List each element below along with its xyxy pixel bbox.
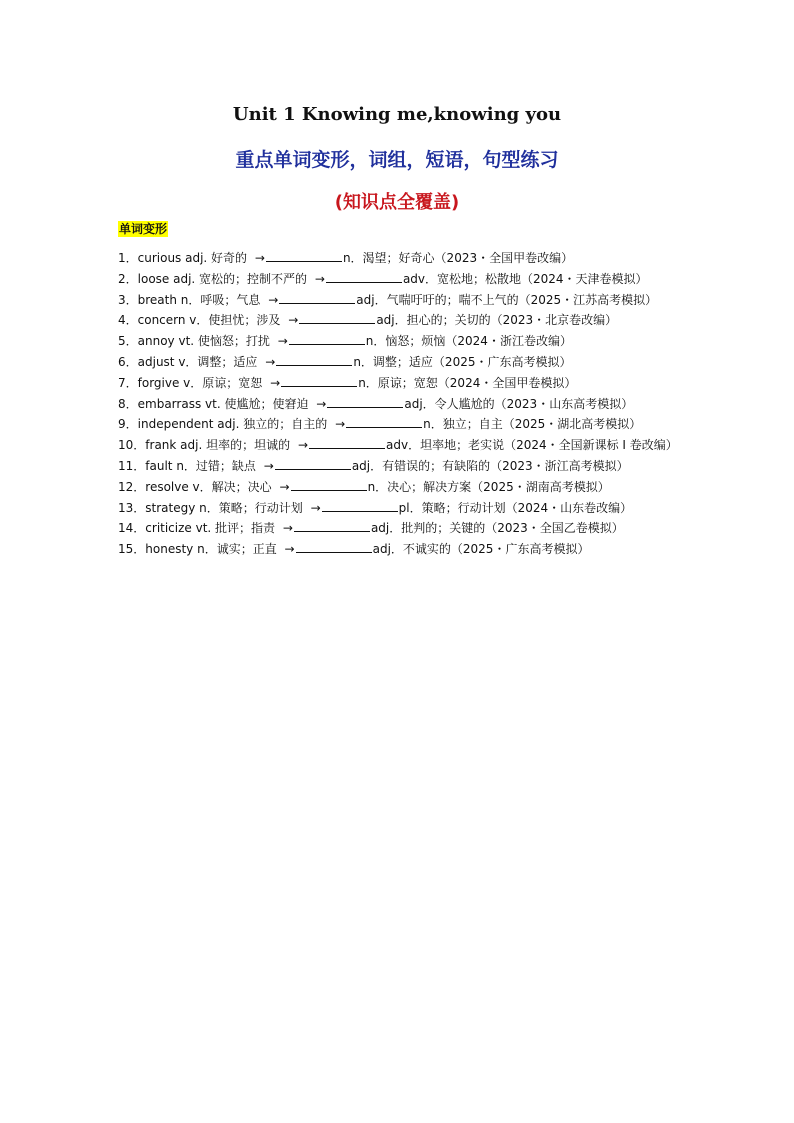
item-target: n．调整；适应（2025・广东高考模拟） <box>353 354 572 369</box>
item-prompt: curious adj. 好奇的 <box>137 251 248 265</box>
item-target: adj．担心的；关切的（2023・北京卷改编） <box>376 313 618 328</box>
list-item <box>118 310 688 331</box>
item-number: 8． <box>118 396 138 411</box>
arrow-icon: → <box>314 271 325 286</box>
item-target: n．渴望；好奇心（2023・全国甲卷改编） <box>342 251 574 265</box>
list-item <box>118 477 688 498</box>
arrow-icon: → <box>277 334 288 349</box>
item-target: adj．令人尴尬的（2023・山东高考模拟） <box>404 396 634 411</box>
answer-blank[interactable] <box>327 396 403 408</box>
arrow-icon: → <box>254 251 265 265</box>
page-subtitle: 重点单词变形，词组，短语，句型练习 <box>235 149 559 171</box>
arrow-icon: → <box>297 438 308 453</box>
answer-blank[interactable] <box>346 416 422 428</box>
item-prompt: annoy vt. 使恼怒；打扰 <box>137 334 270 349</box>
item-prompt: forgive v．原谅；宽恕 <box>137 375 263 390</box>
item-prompt: loose adj. 宽松的；控制不严的 <box>137 271 308 286</box>
item-number: 6． <box>118 354 138 369</box>
list-item <box>118 248 688 269</box>
answer-blank[interactable] <box>309 437 385 449</box>
list-item <box>118 518 688 539</box>
answer-blank[interactable] <box>276 354 352 366</box>
arrow-icon: → <box>288 313 299 328</box>
item-prompt: frank adj. 坦率的；坦诚的 <box>145 438 291 453</box>
section-label: 单词变形 <box>119 222 168 236</box>
item-number: 12． <box>118 479 146 494</box>
item-target: pl．策略；行动计划（2024・山东卷改编） <box>398 500 633 515</box>
item-number: 3． <box>118 292 138 307</box>
arrow-icon: → <box>335 417 346 432</box>
list-item <box>118 394 688 415</box>
item-prompt: concern v．使担忧；涉及 <box>137 313 281 328</box>
item-number: 10． <box>118 438 146 453</box>
item-target: adj．批判的；关键的（2023・全国乙卷模拟） <box>370 521 624 536</box>
arrow-icon: → <box>316 396 327 411</box>
answer-blank[interactable] <box>281 375 357 387</box>
item-target: n．独立；自主（2025・湖北高考模拟） <box>423 417 642 432</box>
item-target: adj．气喘吁吁的；喘不上气的（2025・江苏高考模拟） <box>356 292 658 307</box>
arrow-icon: → <box>284 542 295 557</box>
arrow-icon: → <box>270 375 281 390</box>
item-target: adv．坦率地；老实说（2024・全国新课标 I 卷改编） <box>386 438 678 453</box>
item-target: n．决心；解决方案（2025・湖南高考模拟） <box>367 479 610 494</box>
item-number: 15． <box>118 542 146 557</box>
list-item <box>118 269 688 290</box>
item-prompt: resolve v．解决；决心 <box>145 479 272 494</box>
item-prompt: fault n．过错；缺点 <box>145 458 256 473</box>
list-item <box>118 331 688 352</box>
item-target: adj．不诚实的（2025・广东高考模拟） <box>372 542 590 557</box>
arrow-icon: → <box>310 500 321 515</box>
item-target: n．原谅；宽恕（2024・全国甲卷模拟） <box>358 375 577 390</box>
item-number: 7． <box>118 375 138 390</box>
item-prompt: independent adj. 独立的；自主的 <box>137 417 328 432</box>
answer-blank[interactable] <box>289 333 365 345</box>
coverage-note: (知识点全覆盖) <box>334 192 460 213</box>
arrow-icon: → <box>279 479 290 494</box>
item-prompt: strategy n．策略；行动计划 <box>145 500 303 515</box>
item-target: adv．宽松地；松散地（2024・天津卷模拟） <box>402 271 648 286</box>
item-number: 11． <box>118 458 146 473</box>
list-item <box>118 435 688 456</box>
exercise-list <box>118 248 688 560</box>
item-prompt: criticize vt. 批评；指责 <box>145 521 276 536</box>
item-number: 9． <box>118 417 138 432</box>
answer-blank[interactable] <box>279 292 355 304</box>
item-prompt: adjust v．调整；适应 <box>137 354 258 369</box>
arrow-icon: → <box>282 521 293 536</box>
item-target: adj．有错误的；有缺陷的（2023・浙江高考模拟） <box>351 458 629 473</box>
list-item <box>118 352 688 373</box>
arrow-icon: → <box>263 458 274 473</box>
list-item <box>118 498 688 519</box>
item-number: 1． <box>118 251 138 265</box>
unit-title: Unit 1 Knowing me,knowing you <box>232 104 562 125</box>
list-item <box>118 290 688 311</box>
arrow-icon: → <box>268 292 279 307</box>
answer-blank[interactable] <box>291 479 367 491</box>
answer-blank[interactable] <box>266 250 342 262</box>
item-number: 13． <box>118 500 146 515</box>
item-prompt: honesty n．诚实；正直 <box>145 542 277 557</box>
answer-blank[interactable] <box>275 458 351 470</box>
answer-blank[interactable] <box>299 312 375 324</box>
item-prompt: breath n．呼吸；气息 <box>137 292 261 307</box>
item-target: n．恼怒；烦恼（2024・浙江卷改编） <box>365 334 572 349</box>
list-item <box>118 414 688 435</box>
list-item <box>118 373 688 394</box>
item-number: 5． <box>118 334 138 349</box>
answer-blank[interactable] <box>326 271 402 283</box>
item-number: 4． <box>118 313 138 328</box>
list-item <box>118 456 688 477</box>
item-number: 2． <box>118 271 138 286</box>
answer-blank[interactable] <box>296 541 372 553</box>
item-number: 14． <box>118 521 146 536</box>
arrow-icon: → <box>265 354 276 369</box>
answer-blank[interactable] <box>322 500 398 512</box>
list-item <box>118 539 688 560</box>
item-prompt: embarrass vt. 使尴尬；使窘迫 <box>137 396 309 411</box>
answer-blank[interactable] <box>294 520 370 532</box>
